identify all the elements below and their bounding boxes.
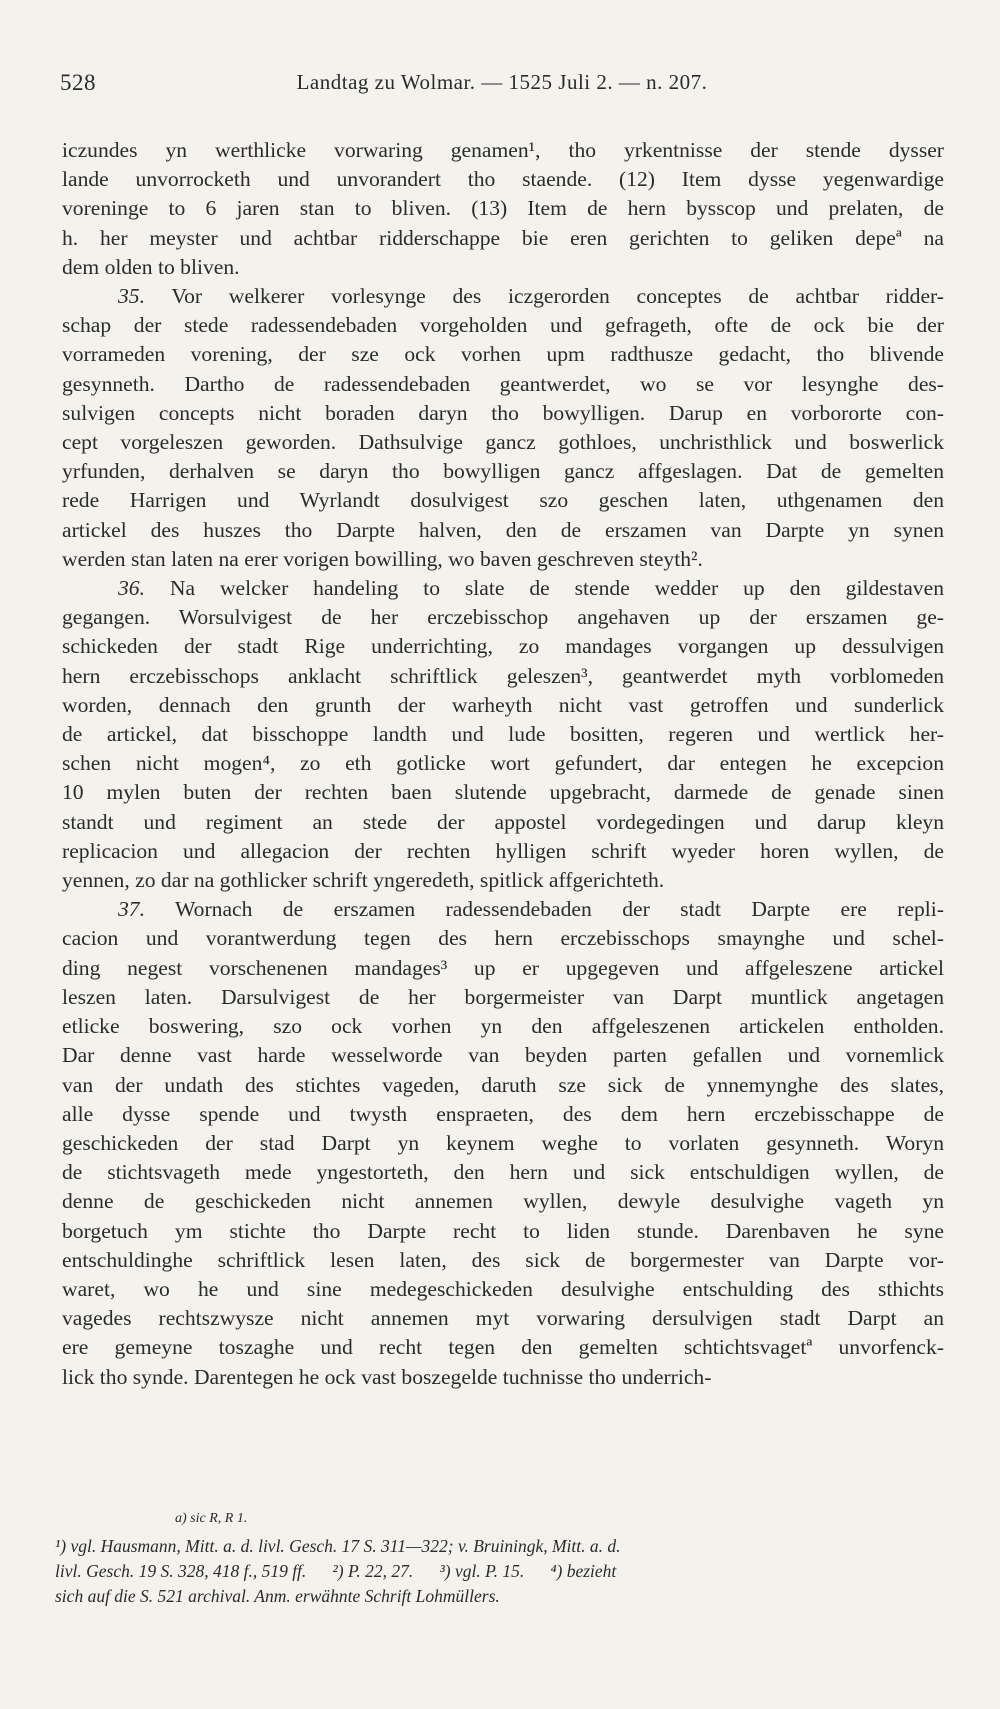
footnote-line: sich auf die S. 521 archival. Anm. erwähnte Schrift Lohmüllers. xyxy=(55,1586,500,1606)
text-line xyxy=(62,136,944,165)
paragraph-number: 36. xyxy=(118,576,145,601)
line-text: lick tho synde. Darentegen he ock vast boszegelde tuchnisse tho underrich- xyxy=(62,1364,712,1389)
text-line xyxy=(62,165,944,194)
text-line xyxy=(62,1071,944,1100)
line-text: iczundes yn werthlicke vorwaring genamen¹, tho yrkentnisse der stende dysser xyxy=(62,138,944,162)
page-number: 528 xyxy=(60,70,96,95)
line-text: geschickeden der stad Darpt yn keynem weghe to vorlaten gesynneth. Woryn xyxy=(62,1130,944,1155)
line-text: cacion und vorantwerdung tegen des hern erczebisschops smaynghe und schel- xyxy=(62,926,944,951)
line-text: vorrameden vorening, der sze ock vorhen upm radthusze gedacht, tho blivende xyxy=(62,342,944,367)
paragraph xyxy=(62,895,944,1391)
line-text: h. her meyster und achtbar ridderschappe bie eren gerichten to geliken depeª na xyxy=(62,225,944,250)
text-line xyxy=(62,282,944,311)
text-line xyxy=(62,1333,944,1362)
line-text: de artickel, dat bisschoppe landth und lude bositten, regeren und wertlick her- xyxy=(62,722,944,747)
line-text: denne de geschickeden nicht annemen wyllen, dewyle desulvighe vageth yn xyxy=(62,1189,944,1214)
text-line xyxy=(62,399,944,428)
line-text: schickeden der stadt Rige underrichting, zo mandages vorgangen up dessulvigen xyxy=(62,634,944,659)
line-text: vagedes rechtszwysze nicht annemen myt vorwaring dersulvigen stadt Darpt an xyxy=(62,1306,944,1331)
footnotes xyxy=(55,1534,944,1609)
line-text: Wornach de erszamen radessendebaden der stadt Darpte ere repli- xyxy=(175,897,944,922)
text-line xyxy=(62,545,944,574)
text-line xyxy=(62,983,944,1012)
line-text: hern erczebisschops anklacht schriftlick geleszen³, geantwerdet myth vorblomeden xyxy=(62,663,944,688)
text-line xyxy=(62,778,944,807)
text-line xyxy=(62,194,944,223)
text-line xyxy=(62,749,944,778)
line-text: werden stan laten na erer vorigen bowilling, wo baven geschreven steyth². xyxy=(62,546,703,571)
line-text: rede Harrigen und Wyrlandt dosulvigest szo geschen laten, uthgenamen den xyxy=(62,488,944,513)
text-line xyxy=(62,662,944,691)
text-line xyxy=(62,720,944,749)
line-text: etlicke boswering, szo ock vorhen yn den affgeleszenen artickelen entholden. xyxy=(62,1014,944,1039)
line-text: borgetuch ym stichte tho Darpte recht to liden stunde. Darenbaven he syne xyxy=(62,1218,944,1243)
line-text: schen nicht mogen⁴, zo eth gotlicke wort gefundert, dar entegen he excepcion xyxy=(62,751,944,776)
text-line xyxy=(62,1158,944,1187)
text-line xyxy=(62,866,944,895)
text-line xyxy=(62,603,944,632)
line-text: van der undath des stichtes vageden, daruth sze sick de ynnemynghe des slates, xyxy=(62,1072,944,1097)
line-text: alle dysse spende und twysth enspraeten, des dem hern erczebisschappe de xyxy=(62,1101,944,1126)
line-text: lande unvorrocketh und unvorandert tho staende. (12) Item dysse yegenwardige xyxy=(62,167,944,192)
text-line xyxy=(62,516,944,545)
text-line xyxy=(62,1275,944,1304)
line-text: de stichtsvageth mede yngestorteth, den hern und sick entschuldigen wyllen, de xyxy=(62,1160,944,1185)
text-line xyxy=(62,486,944,515)
line-text: waret, wo he und sine medegeschickeden desulvighe entschulding des sthichts xyxy=(62,1276,944,1301)
text-line xyxy=(62,1217,944,1246)
paragraph-number: 37. xyxy=(118,897,145,922)
text-line xyxy=(62,370,944,399)
paragraph xyxy=(62,136,944,282)
footnote-line: livl. Gesch. 19 S. 328, 418 f., 519 ff. ²) P. 22, 27. ³) vgl. P. 15. ⁴) bezieht xyxy=(55,1561,617,1581)
text-line xyxy=(62,253,944,282)
text-line xyxy=(62,457,944,486)
line-text: dem olden to bliven. xyxy=(62,254,240,279)
paragraph-number: 35. xyxy=(118,284,145,309)
text-line xyxy=(62,837,944,866)
text-line xyxy=(62,224,944,253)
text-line xyxy=(62,691,944,720)
page-header xyxy=(60,70,944,110)
body-text xyxy=(62,136,944,1392)
line-text: artickel des huszes tho Darpte halven, den de erszamen van Darpte yn synen xyxy=(62,517,944,542)
line-text: sulvigen concepts nicht boraden daryn tho bowylligen. Darup en vorbororte con- xyxy=(62,400,944,425)
text-line xyxy=(62,632,944,661)
running-head: Landtag zu Wolmar. — 1525 Juli 2. — n. 207. xyxy=(296,70,708,94)
line-text: 10 mylen buten der rechten baen slutende upgebracht, darmede de genade sinen xyxy=(62,780,944,805)
line-text: entschuldinghe schriftlick lesen laten, des sick de borgermester van Darpte vor- xyxy=(62,1247,944,1272)
text-line xyxy=(62,1129,944,1158)
text-line xyxy=(62,1304,944,1333)
line-text: schap der stede radessendebaden vorgeholden und gefrageth, ofte de ock bie der xyxy=(62,313,944,338)
paragraph xyxy=(62,574,944,895)
text-line xyxy=(62,1363,944,1392)
line-text: gesynneth. Dartho de radessendebaden geantwerdet, wo se vor lesynghe des- xyxy=(62,371,944,396)
line-text: replicacion und allegacion der rechten hylligen schrift wyeder horen wyllen, de xyxy=(62,838,944,863)
line-text: Na welcker handeling to slate de stende wedder up den gildestaven xyxy=(169,576,944,601)
text-line xyxy=(62,1012,944,1041)
text-line xyxy=(62,1246,944,1275)
text-line xyxy=(62,1187,944,1216)
line-text: cept vorgeleszen geworden. Dathsulvige gancz gothloes, unchristhlick und boswerlick xyxy=(62,430,944,455)
text-line xyxy=(62,311,944,340)
text-line xyxy=(62,340,944,369)
text-line xyxy=(62,428,944,457)
line-text: Vor welkerer vorlesynge des iczgerorden conceptes de achtbar ridder- xyxy=(171,284,944,309)
line-text: leszen laten. Darsulvigest de her borgermeister van Darpt muntlick angetagen xyxy=(62,984,944,1009)
text-line xyxy=(62,808,944,837)
textual-note: a) sic R, R 1. xyxy=(175,1511,248,1526)
line-text: Dar denne vast harde wesselworde van beyden parten gefallen und vornemlick xyxy=(62,1043,944,1068)
line-text: ere gemeyne toszaghe und recht tegen den gemelten schtichtsvagetª unvorfenck- xyxy=(62,1335,944,1360)
text-line xyxy=(62,574,944,603)
text-line xyxy=(62,954,944,983)
line-text: yennen, zo dar na gothlicker schrift yngeredeth, spitlick affgerichteth. xyxy=(62,868,665,893)
line-text: gegangen. Worsulvigest de her erczebisschop angehaven up der erszamen ge- xyxy=(62,605,944,630)
line-text: yrfunden, derhalven se daryn tho bowylligen gancz affgeslagen. Dat de gemelten xyxy=(62,459,944,484)
text-line xyxy=(62,895,944,924)
text-line xyxy=(62,1041,944,1070)
text-line xyxy=(62,1100,944,1129)
line-text: voreninge to 6 jaren stan to bliven. (13) Item de hern bysscop und prelaten, de xyxy=(62,196,944,221)
paragraph xyxy=(62,282,944,574)
line-text: ding negest vorschenenen mandages³ up er upgegeven und affgeleszene artickel xyxy=(62,955,944,980)
footnote-line: ¹) vgl. Hausmann, Mitt. a. d. livl. Gesch. 17 S. 311—322; v. Bruiningk, Mitt. a. d. xyxy=(55,1536,621,1556)
line-text: standt und regiment an stede der appostel vordegedingen und darup kleyn xyxy=(62,809,944,834)
text-line xyxy=(62,924,944,953)
line-text: worden, dennach den grunth der warheyth nicht vast getroffen und sunderlick xyxy=(62,692,944,717)
